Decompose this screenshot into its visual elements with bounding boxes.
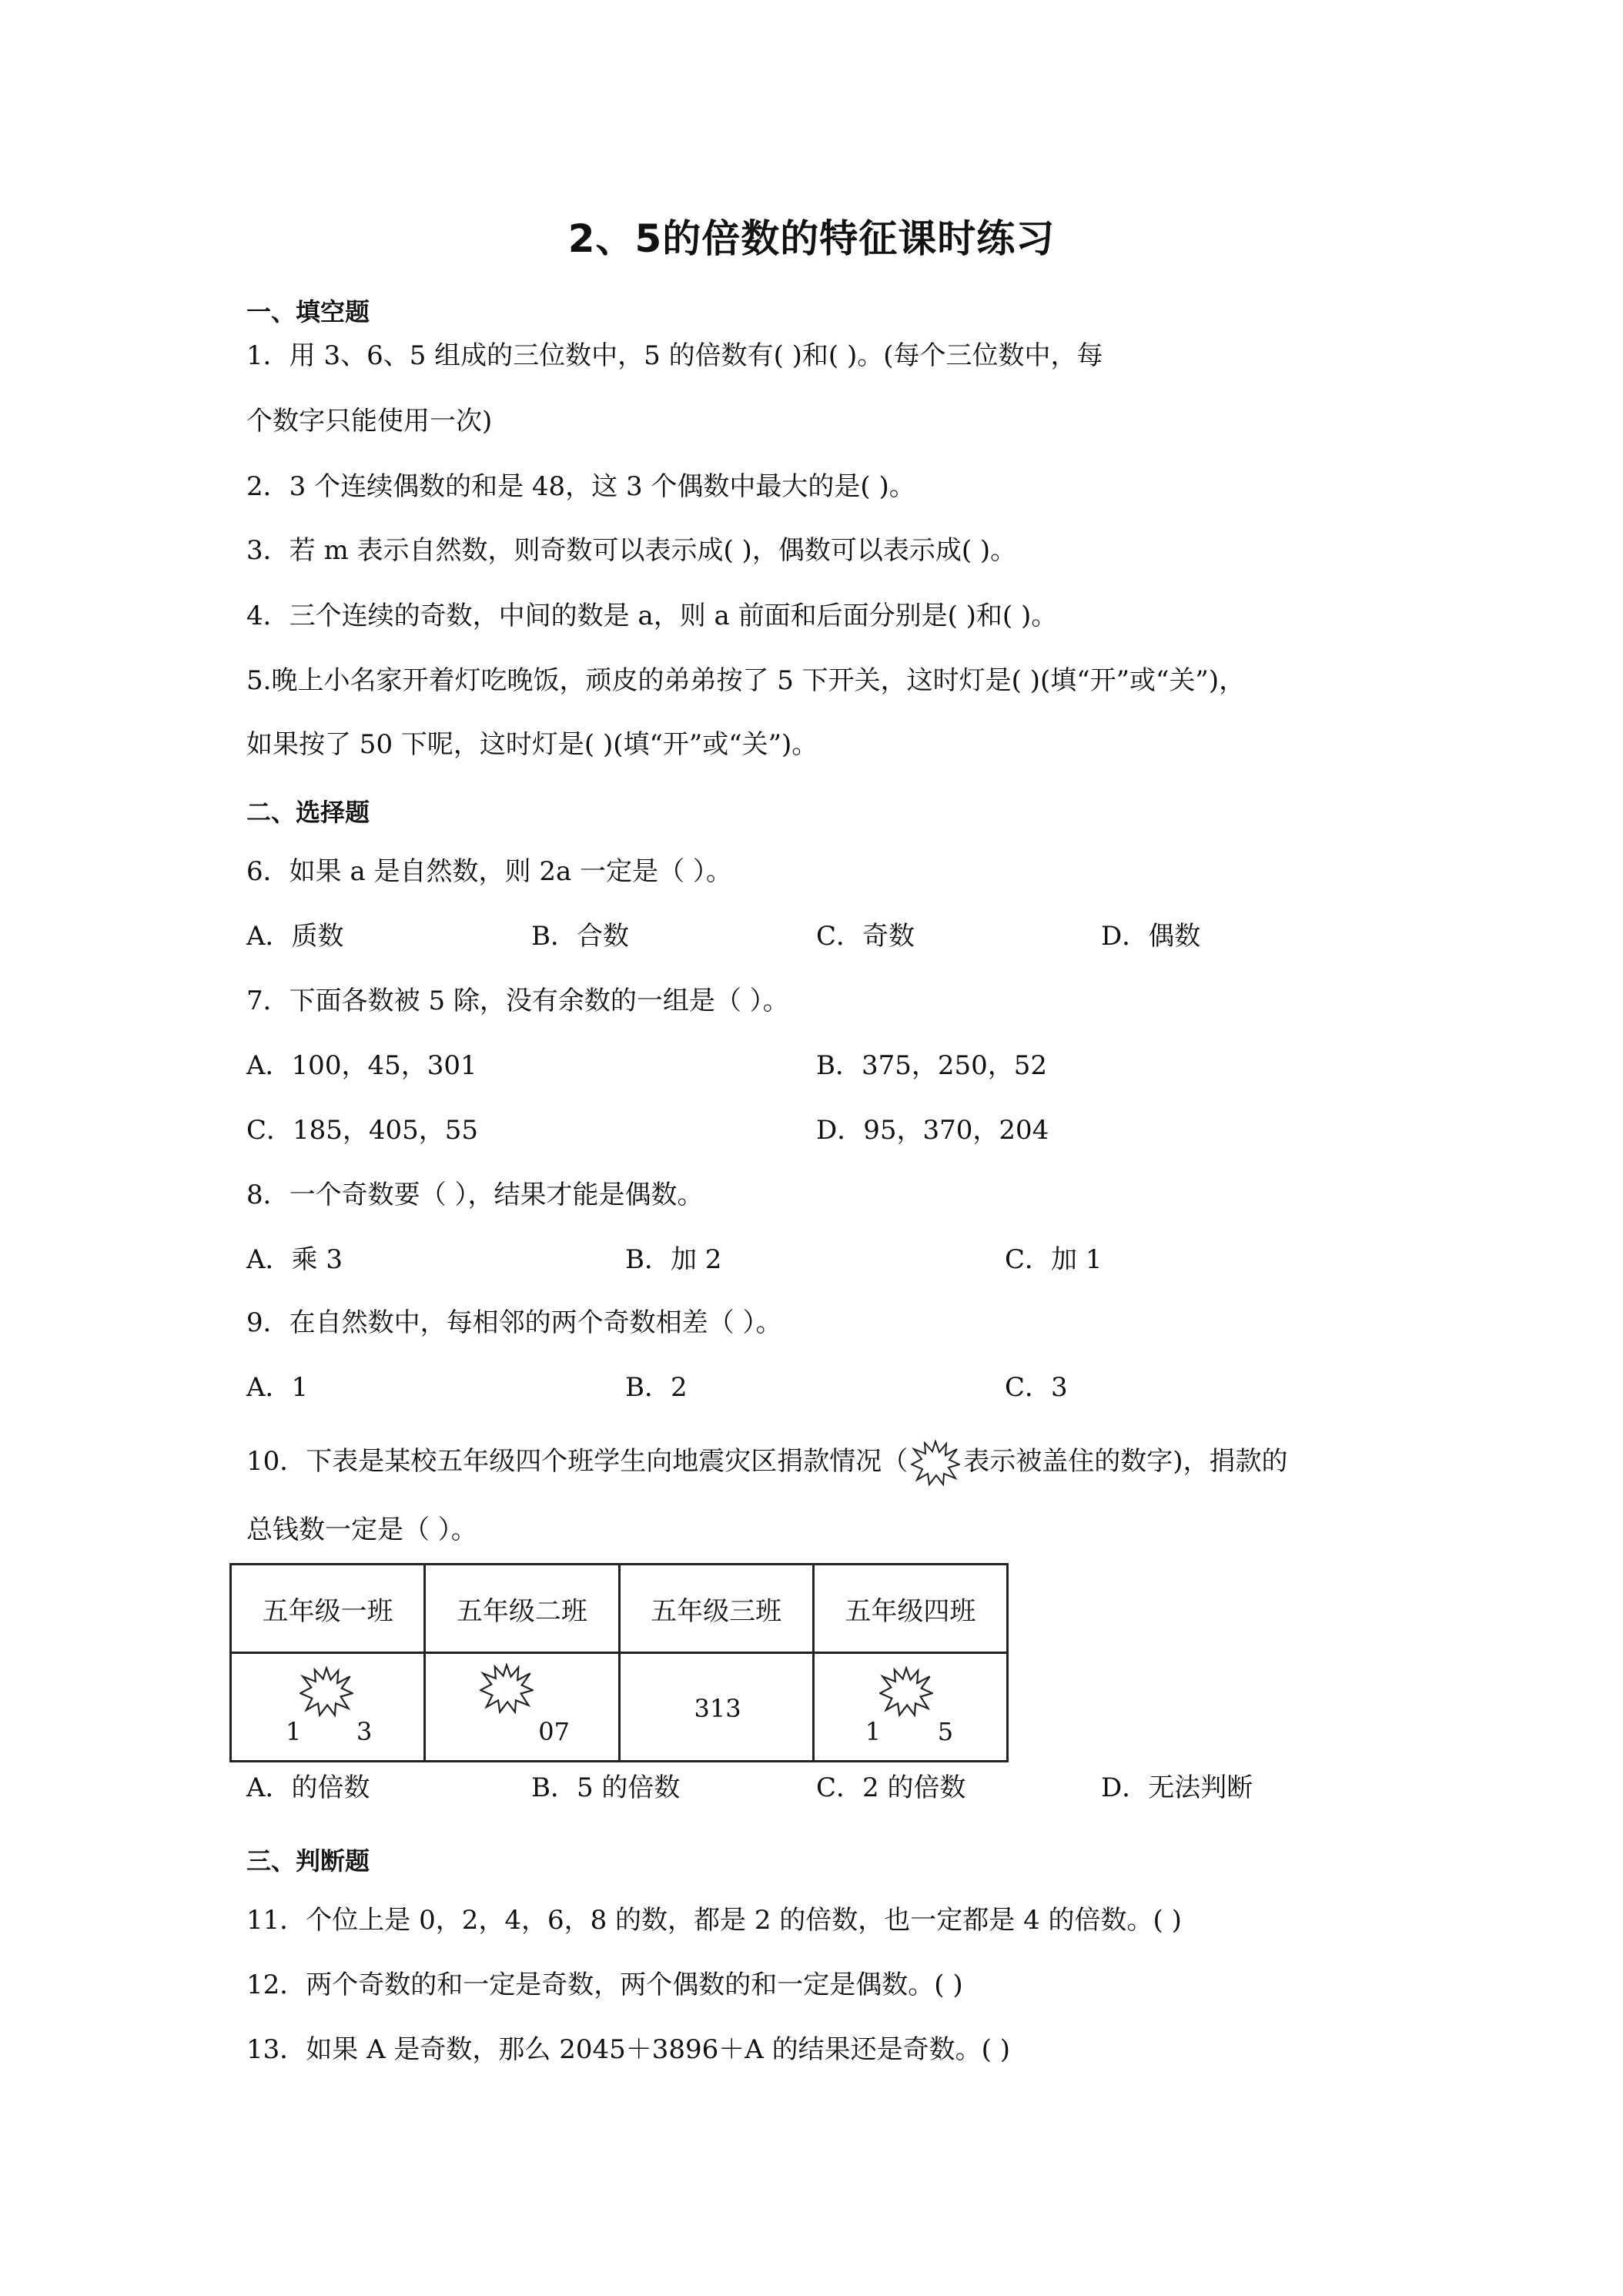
table-header-row [231,1565,1008,1653]
q1-line2: 个数字只能使用一次) [246,406,493,437]
cell-digit: 5 [937,1717,954,1746]
q8-option-b: B．加 2 [625,1244,722,1275]
q9-stem: 9．在自然数中，每相邻的两个奇数相差（ ）。 [246,1307,782,1338]
q10-stem-line1 [246,1440,1288,1486]
q9-option-c: C．3 [1005,1372,1068,1403]
q7-stem: 7．下面各数被 5 除，没有余数的一组是（ ）。 [246,986,789,1016]
q8-option-c: C．加 1 [1005,1244,1103,1275]
table-header-class4: 五年级四班 [813,1565,1007,1653]
q8-option-a: A．乘 3 [246,1244,343,1275]
q10-option-c: C．2 的倍数 [816,1772,966,1803]
q7-option-a: A．100，45，301 [246,1050,477,1081]
q10-stem-after: 表示被盖住的数字)，捐款的 [963,1446,1288,1477]
section-heading-choice: 二、选择题 [246,798,370,827]
q10-option-d: D．无法判断 [1101,1772,1253,1803]
table-cell-class3 [619,1653,813,1762]
table-header-class2: 五年级二班 [425,1565,619,1653]
donation-table [229,1563,1009,1762]
q10-option-a: A．的倍数 [246,1772,370,1803]
starburst-icon [300,1666,353,1717]
table-value-row [231,1653,1008,1762]
q3: 3．若 m 表示自然数，则奇数可以表示成( )，偶数可以表示成( )。 [246,535,1017,566]
q6-option-d: D．偶数 [1101,921,1201,952]
q5-line2: 如果按了 50 下呢，这时灯是( )(填“开”或“关”)。 [246,729,818,760]
table-cell-class2 [425,1653,619,1762]
q9-option-a: A．1 [246,1372,309,1403]
q6-option-a: A．质数 [246,921,344,952]
starburst-icon [911,1440,960,1486]
q10-stem-line2: 总钱数一定是（ ）。 [246,1514,477,1545]
table-cell-class4 [813,1653,1007,1762]
section-heading-judge: 三、判断题 [246,1846,370,1876]
q8-stem: 8．一个奇数要（ ），结果才能是偶数。 [246,1180,704,1210]
q10-stem-before: 10．下表是某校五年级四个班学生向地震灾区捐款情况（ [246,1446,909,1477]
q12: 12．两个奇数的和一定是奇数，两个偶数的和一定是偶数。( ) [246,1970,963,2000]
cell-digit: 3 [356,1717,373,1746]
cell-digit: 1 [286,1717,302,1746]
q9-option-b: B．2 [625,1372,688,1403]
q11: 11．个位上是 0，2，4，6，8 的数，都是 2 的倍数，也一定都是 4 的倍数。( ) [246,1905,1182,1936]
page-title: 2、5的倍数的特征课时练习 [567,216,1056,261]
cell-value: 313 [694,1694,741,1723]
section-heading-fill: 一、填空题 [246,297,370,326]
q13: 13．如果 A 是奇数，那么 2045＋3896＋A 的结果还是奇数。( ) [246,2034,1010,2065]
q5-line1: 5.晚上小名家开着灯吃晚饭，顽皮的弟弟按了 5 下开关，这时灯是( )(填“开”或“关”)， [246,665,1246,696]
q2: 2．3 个连续偶数的和是 48，这 3 个偶数中最大的是( )。 [246,471,915,502]
table-header-class3: 五年级三班 [619,1565,813,1653]
q10-option-b: B．5 的倍数 [531,1772,681,1803]
q6-stem: 6．如果 a 是自然数，则 2a 一定是（ ）。 [246,856,732,887]
q6-option-b: B．合数 [531,921,629,952]
q1-line1: 1．用 3、6、5 组成的三位数中，5 的倍数有( )和( )。(每个三位数中，每 [246,340,1103,371]
table-cell-class1 [231,1653,425,1762]
cell-digit: 1 [865,1717,882,1746]
q4: 4．三个连续的奇数，中间的数是 a，则 a 前面和后面分别是( )和( )。 [246,601,1058,631]
q7-option-c: C．185，405，55 [246,1115,479,1146]
q7-option-b: B．375，250，52 [816,1050,1048,1081]
starburst-icon [480,1663,534,1714]
q7-option-d: D．95，370，204 [816,1115,1049,1146]
q6-option-c: C．奇数 [816,921,915,952]
starburst-icon [879,1666,933,1717]
cell-digit: 07 [538,1717,570,1746]
table-header-class1: 五年级一班 [231,1565,425,1653]
